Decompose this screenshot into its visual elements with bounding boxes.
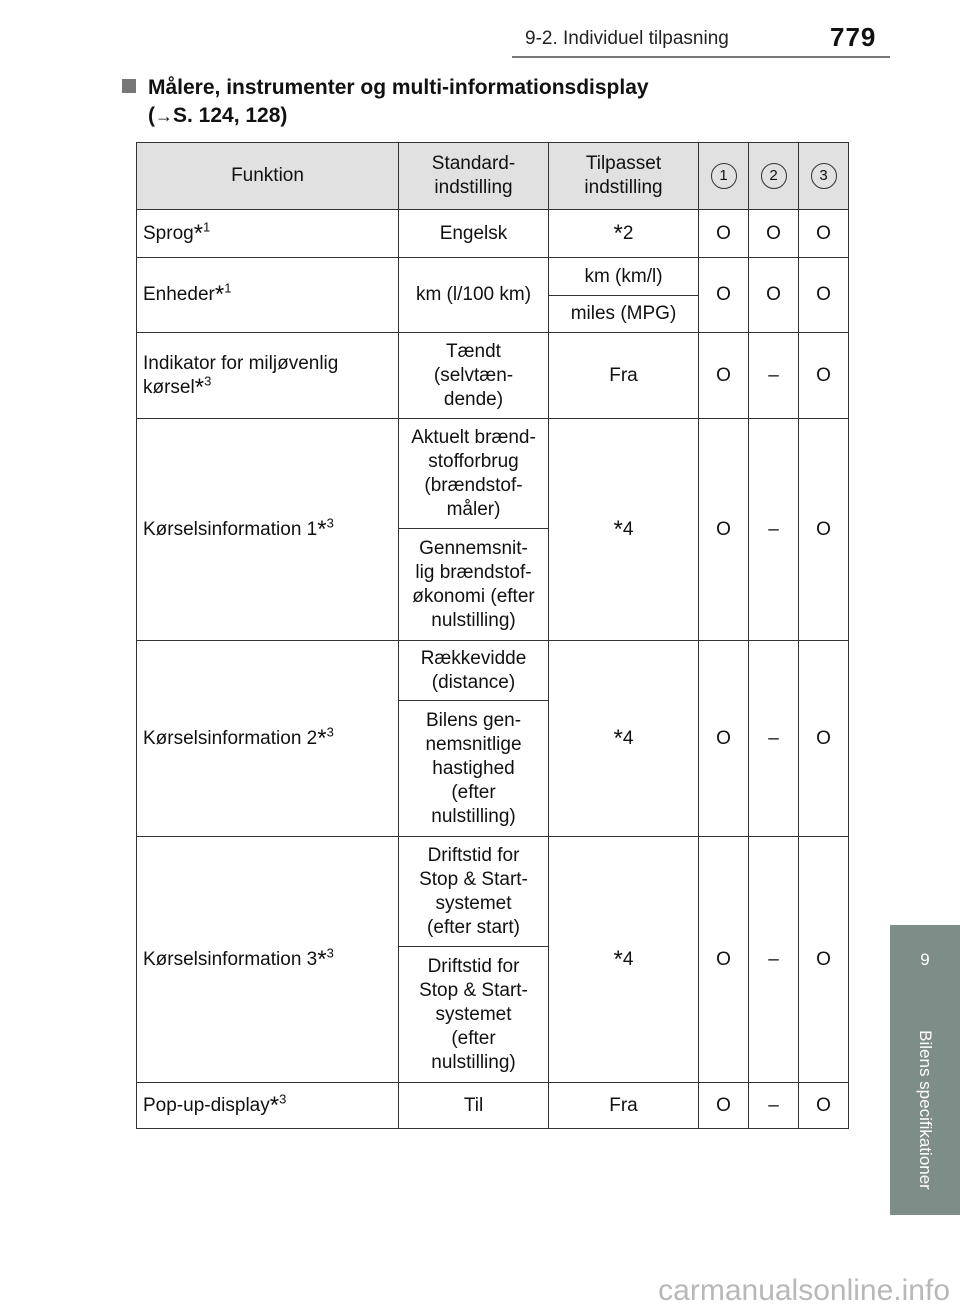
settings-table xyxy=(136,142,849,1129)
page-number: 779 xyxy=(830,22,877,52)
row-label: Kørselsinformation 2*$^3$ xyxy=(137,641,399,837)
standard-value: Driftstid for Stop & Start- systemet (efter start) xyxy=(399,837,549,947)
custom-value: *4 xyxy=(549,419,699,641)
standard-value: Engelsk xyxy=(399,210,549,258)
header-standard: Standard- indstilling xyxy=(399,143,549,210)
method-1: O xyxy=(699,333,749,419)
standard-value: Bilens gen- nemsnitlige hastighed (efter nulstilling) xyxy=(399,701,549,837)
method-1: O xyxy=(699,258,749,333)
custom-value: miles (MPG) xyxy=(549,296,699,333)
section-title-text: Målere, instrumenter og multi-informationsdisplay xyxy=(148,76,649,99)
asterisk-icon: * xyxy=(613,515,623,543)
header-divider xyxy=(512,56,890,58)
method-2: – xyxy=(749,641,799,837)
method-2: O xyxy=(749,258,799,333)
section-heading: 9-2. Individuel tilpasning xyxy=(525,28,729,49)
method-2: – xyxy=(749,837,799,1083)
header-funktion: Funktion xyxy=(137,143,399,210)
custom-value: km (km/l) xyxy=(549,258,699,296)
row-label: Sprog*$^1$ xyxy=(137,210,399,258)
custom-value: *4 xyxy=(549,837,699,1083)
method-3: O xyxy=(799,641,849,837)
standard-value: Rækkevidde (distance) xyxy=(399,641,549,701)
method-3: O xyxy=(799,419,849,641)
asterisk-icon: * xyxy=(269,1091,280,1119)
table-row xyxy=(137,419,849,529)
method-2: – xyxy=(749,419,799,641)
asterisk-icon: * xyxy=(613,219,623,247)
method-2: – xyxy=(749,333,799,419)
row-label: Indikator for miljøvenlig kørsel*$^3$ xyxy=(137,333,399,419)
row-label: Kørselsinformation 3*$^3$ xyxy=(137,837,399,1083)
asterisk-icon: * xyxy=(194,373,205,401)
asterisk-icon: * xyxy=(613,724,623,752)
custom-value: *4 xyxy=(549,641,699,837)
table-row xyxy=(137,837,849,947)
standard-value: km (l/100 km) xyxy=(399,258,549,333)
reference-text: S. 124, 128) xyxy=(173,104,288,127)
page-reference xyxy=(148,102,649,130)
method-1: O xyxy=(699,210,749,258)
section-title xyxy=(122,74,649,130)
asterisk-icon: * xyxy=(317,515,327,543)
asterisk-icon: * xyxy=(317,945,327,973)
circled-number-3: 3 xyxy=(811,163,837,189)
method-1: O xyxy=(699,837,749,1083)
method-1: O xyxy=(699,641,749,837)
method-2: – xyxy=(749,1083,799,1129)
custom-value: Fra xyxy=(549,1083,699,1129)
header-col-2 xyxy=(749,143,799,210)
reference-open: ( xyxy=(148,104,155,127)
table-row xyxy=(137,258,849,296)
table-row xyxy=(137,1083,849,1129)
row-label: Kørselsinformation 1*$^3$ xyxy=(137,419,399,641)
header-tilpasset: Tilpasset indstilling xyxy=(549,143,699,210)
chapter-tab-number: 9 xyxy=(890,925,960,1005)
table-row xyxy=(137,333,849,419)
asterisk-icon: * xyxy=(193,219,204,247)
chapter-tab-label: Bilens specifikationer xyxy=(890,1005,960,1215)
asterisk-icon: * xyxy=(317,724,327,752)
method-3: O xyxy=(799,333,849,419)
method-3: O xyxy=(799,210,849,258)
asterisk-icon: * xyxy=(214,281,225,308)
circled-number-2: 2 xyxy=(761,163,787,189)
table-header-row xyxy=(137,143,849,210)
standard-value: Gennemsnit- lig brændstof- økonomi (efter nulstilling) xyxy=(399,529,549,641)
custom-value: *2 xyxy=(549,210,699,258)
method-3: O xyxy=(799,1083,849,1129)
row-label: Enheder*$^1$ xyxy=(137,258,399,333)
asterisk-icon: * xyxy=(613,945,623,973)
method-3: O xyxy=(799,258,849,333)
standard-value: Tændt (selvtæn- dende) xyxy=(399,333,549,419)
watermark: carmanualsonline.info xyxy=(658,1274,950,1307)
method-2: O xyxy=(749,210,799,258)
standard-value: Driftstid for Stop & Start- systemet (efter nulstilling) xyxy=(399,947,549,1083)
header-col-1 xyxy=(699,143,749,210)
method-3: O xyxy=(799,837,849,1083)
table-row xyxy=(137,210,849,258)
header-col-3 xyxy=(799,143,849,210)
circled-number-1: 1 xyxy=(711,163,737,189)
row-label: Pop-up-display*$^3$ xyxy=(137,1083,399,1129)
arrow-right-icon: → xyxy=(155,106,173,126)
table-row xyxy=(137,641,849,701)
method-1: O xyxy=(699,1083,749,1129)
method-1: O xyxy=(699,419,749,641)
custom-value: Fra xyxy=(549,333,699,419)
standard-value: Til xyxy=(399,1083,549,1129)
bullet-square-icon xyxy=(122,79,136,93)
standard-value: Aktuelt brænd- stofforbrug (brændstof- måler) xyxy=(399,419,549,529)
